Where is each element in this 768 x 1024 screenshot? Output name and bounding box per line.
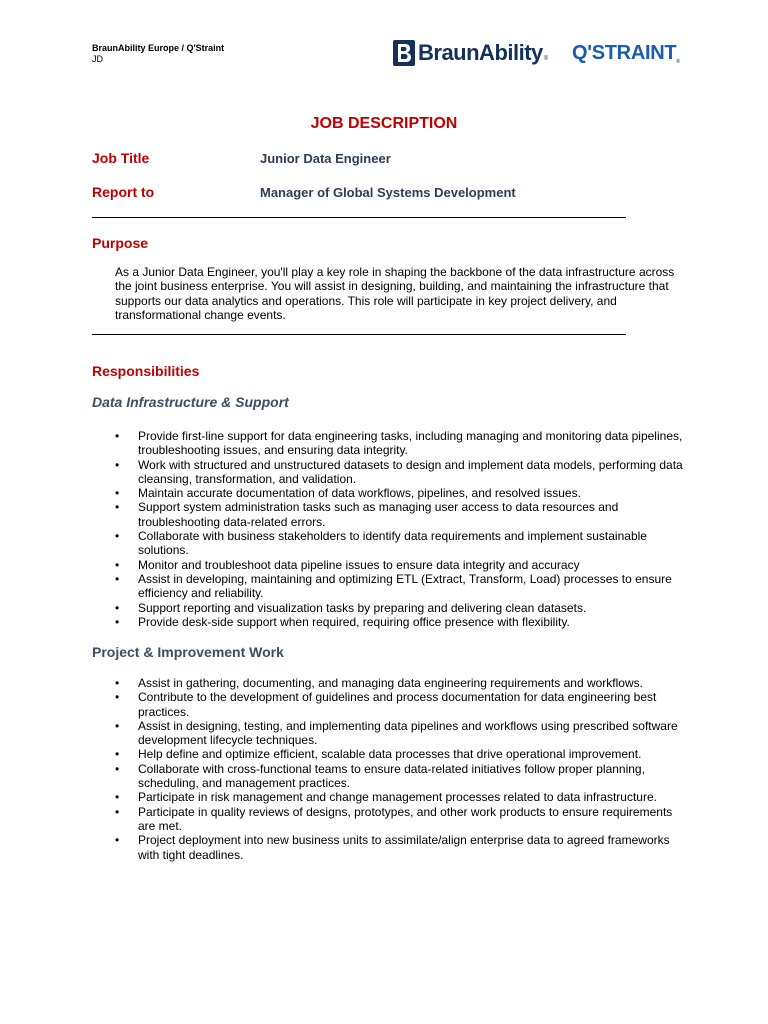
braunability-wordmark: BraunAbility: [418, 40, 543, 65]
document-header: [92, 43, 224, 65]
data-infrastructure-list: [0, 429, 683, 629]
list-item: • Collaborate with cross-functional teams to ensure data-related initiatives follow proper planning, scheduling, and management practices.: [115, 761, 645, 791]
bullet-icon: •: [115, 600, 120, 615]
bullet-icon: •: [115, 557, 120, 572]
bullet-icon: •: [115, 804, 120, 819]
purpose-heading: Purpose: [92, 235, 149, 251]
report-to-value: Manager of Global Systems Development: [260, 185, 516, 200]
purpose-text: As a Junior Data Engineer, you'll play a key role in shaping the backbone of the data infrastructure across the joint business enterprise. You will assist in designing, building, and maintaining the infrastructure that supports our data analytics and operations. This role will participate in key project delivery, and transformational change events.: [115, 265, 675, 322]
list-item: • Provide desk-side support when required, requiring office presence with flexibility.: [115, 614, 570, 629]
bullet-icon: •: [115, 457, 120, 472]
list-item: • Assist in developing, maintaining and optimizing ETL (Extract, Transform, Load) processes to ensure efficiency and reliability.: [115, 571, 672, 601]
bullet-icon: •: [115, 718, 120, 733]
bullet-icon: •: [115, 614, 120, 629]
page-title: JOB DESCRIPTION: [310, 115, 458, 132]
project-work-list: [0, 676, 678, 862]
divider: [92, 217, 626, 218]
bullet-icon: •: [115, 500, 120, 515]
project-work-heading: Project & Improvement Work: [92, 644, 284, 660]
list-item: • Help define and optimize efficient, scalable data processes that drive operational improvement.: [115, 747, 642, 762]
braunability-tm: ®: [543, 56, 549, 62]
bullet-icon: •: [115, 761, 120, 776]
divider: [92, 334, 626, 335]
job-title-label: Job Title: [92, 150, 150, 166]
list-item: • Support system administration tasks such as managing user access to data resources and troubleshooting data-related errors.: [115, 500, 619, 529]
bullet-icon: •: [115, 676, 120, 690]
bullet-icon: •: [115, 747, 120, 762]
bullet-icon: •: [115, 486, 120, 501]
report-to-label: Report to: [92, 184, 155, 200]
list-item: • Participate in risk management and change management processes related to data infrastructure.: [115, 790, 657, 805]
bullet-icon: •: [115, 429, 120, 443]
braunability-logo: [393, 40, 548, 66]
doc-code: JD: [92, 54, 103, 64]
bullet-icon: •: [115, 833, 120, 848]
bullet-icon: •: [115, 790, 120, 805]
responsibilities-heading: Responsibilities: [92, 363, 200, 379]
bullet-icon: •: [115, 571, 120, 586]
list-item: • Provide first-line support for data engineering tasks, including managing and monitoring data pipelines, troubleshooting issues, and ensuring data integrity.: [115, 429, 683, 458]
qstraint-wordmark: Q'STRAINT: [572, 42, 677, 64]
job-title-value: Junior Data Engineer: [260, 151, 391, 166]
list-item: • Work with structured and unstructured datasets to design and implement data models, performing data cleansing, transformation, and validation.: [115, 457, 683, 486]
list-item: • Assist in designing, testing, and implementing data pipelines and workflows using prescribed software development lifecycle techniques.: [115, 718, 678, 748]
company-name: BraunAbility Europe / Q'Straint: [92, 43, 225, 53]
list-item: • Support reporting and visualization tasks by preparing and delivering clean datasets.: [115, 600, 587, 615]
qstraint-logo: [572, 42, 680, 65]
bullet-icon: •: [115, 690, 120, 705]
braunability-mark-icon: [393, 40, 415, 66]
data-infrastructure-heading: Data Infrastructure & Support: [92, 394, 289, 410]
list-item: • Project deployment into new business units to assimilate/align enterprise data to agreed frameworks with tight deadlines.: [115, 833, 670, 862]
bullet-icon: •: [115, 529, 120, 544]
list-item: • Monitor and troubleshoot data pipeline issues to ensure data integrity and accuracy: [115, 557, 580, 572]
list-item: • Contribute to the development of guidelines and process documentation for data engineering best practices.: [115, 690, 657, 719]
list-item: • Collaborate with business stakeholders to identify data requirements and implement sustainable solutions.: [115, 529, 647, 558]
qstraint-tm: ®: [676, 59, 680, 65]
list-item: • Maintain accurate documentation of data workflows, pipelines, and resolved issues.: [115, 486, 581, 501]
list-item: • Assist in gathering, documenting, and managing data engineering requirements and workflows.: [115, 676, 643, 690]
list-item: • Participate in quality reviews of designs, prototypes, and other work products to ensure requirements are met.: [115, 804, 673, 833]
